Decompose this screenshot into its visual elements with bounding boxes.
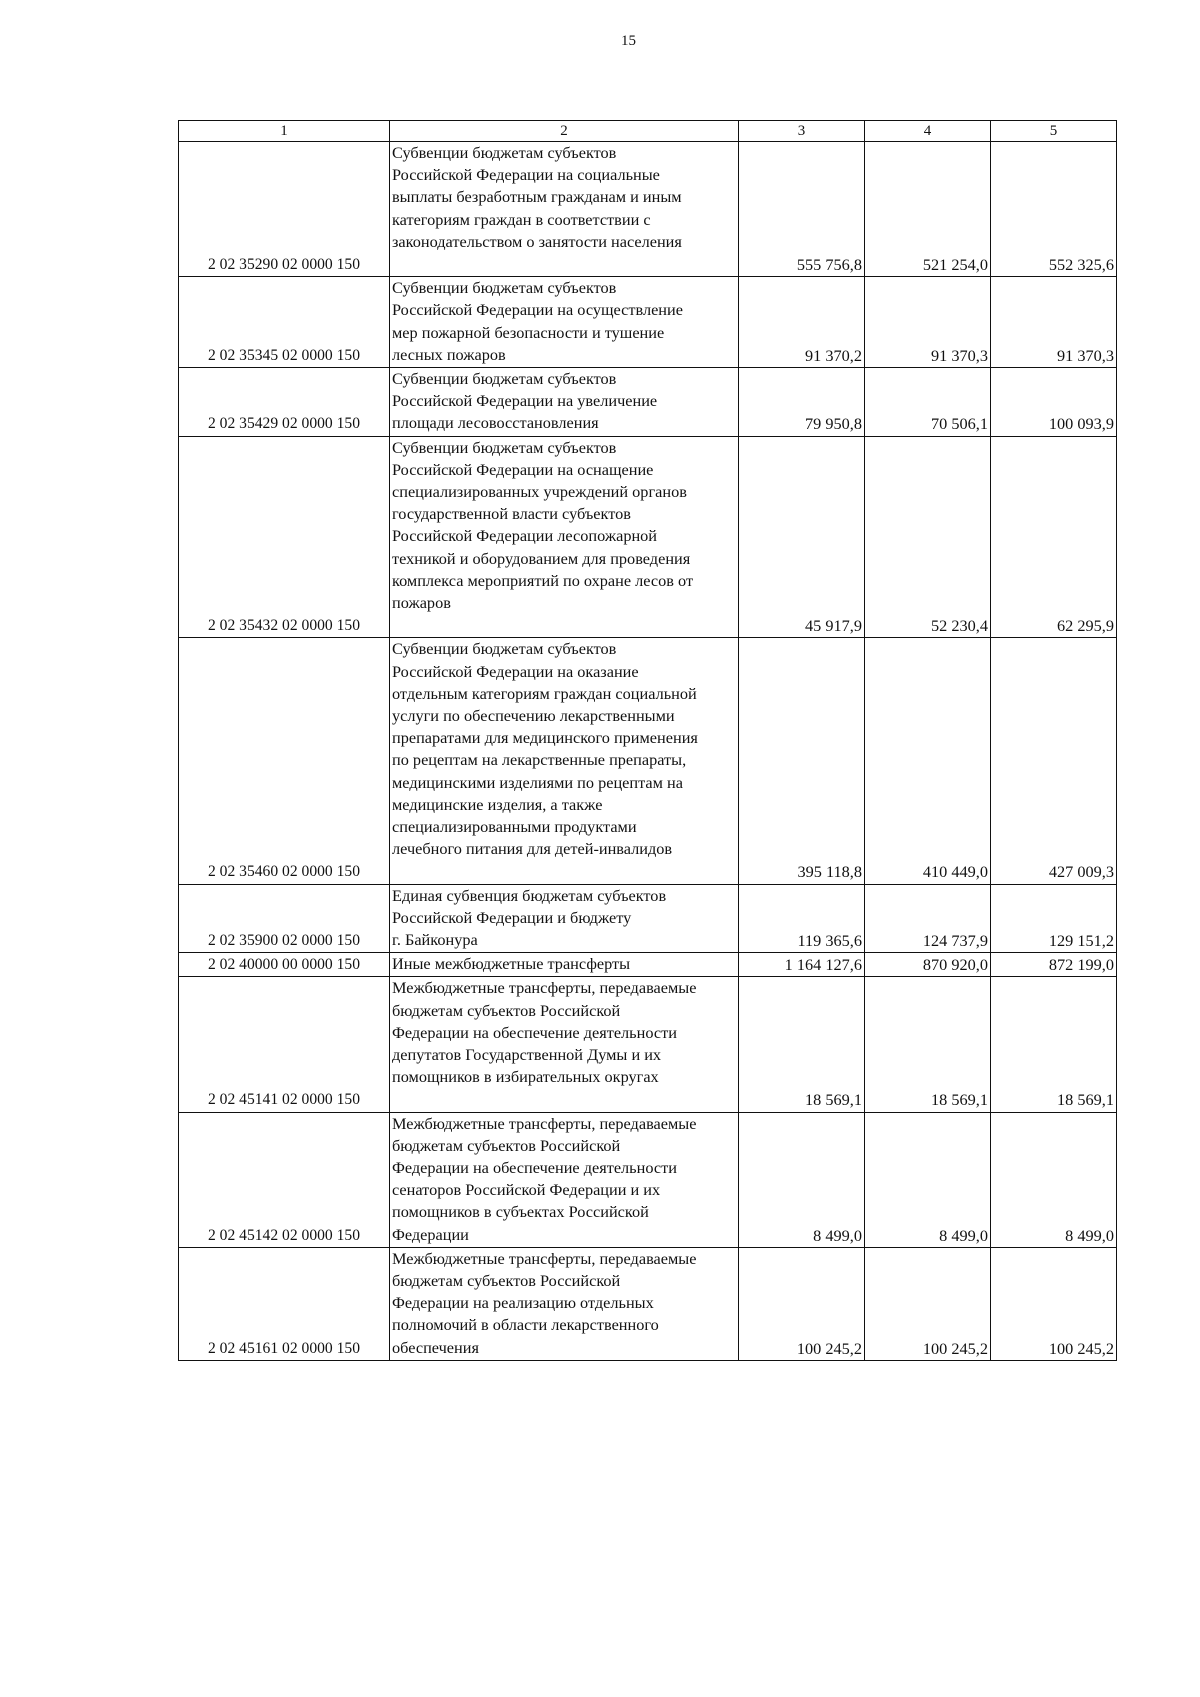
amount-col3-cell: 395 118,8 xyxy=(739,638,865,884)
budget-code-cell: 2 02 40000 00 0000 150 xyxy=(179,953,390,977)
budget-code-cell: 2 02 35460 02 0000 150 xyxy=(179,638,390,884)
description-cell: Межбюджетные трансферты, передаваемые бюджетам субъектов Российской Федерации на обеспечение деятельности депутатов Государственной Думы и их помощников в избирательных округах xyxy=(390,977,739,1112)
amount-col3-cell: 18 569,1 xyxy=(739,977,865,1112)
table-row xyxy=(179,367,1117,436)
amount-col3-cell: 100 245,2 xyxy=(739,1247,865,1360)
amount-col4-cell: 8 499,0 xyxy=(865,1112,991,1247)
amount-col4-cell: 70 506,1 xyxy=(865,367,991,436)
description-cell: Субвенции бюджетам субъектов Российской Федерации на оснащение специализированных учреждений органов государственной власти субъектов Российской Федерации лесопожарной техникой и оборудованием для проведения комплекса мероприятий по охране лесов от пожаров xyxy=(390,436,739,638)
budget-code-cell: 2 02 35900 02 0000 150 xyxy=(179,884,390,953)
table-body xyxy=(179,142,1117,1361)
amount-col4-cell: 521 254,0 xyxy=(865,142,991,277)
amount-col5-cell: 18 569,1 xyxy=(991,977,1117,1112)
description-cell: Субвенции бюджетам субъектов Российской Федерации на увеличение площади лесовосстановления xyxy=(390,367,739,436)
column-header-2: 2 xyxy=(390,121,739,142)
amount-col5-cell: 91 370,3 xyxy=(991,277,1117,368)
description-cell: Субвенции бюджетам субъектов Российской Федерации на оказание отдельным категориям граждан социальной услуги по обеспечению лекарственными препаратами для медицинского применения по рецептам на лекарственные препараты, медицинскими изделиями по рецептам на медицинские изделия, а также специализированными продуктами лечебного питания для детей-инвалидов xyxy=(390,638,739,884)
amount-col4-cell: 91 370,3 xyxy=(865,277,991,368)
amount-col3-cell: 91 370,2 xyxy=(739,277,865,368)
table-row xyxy=(179,1112,1117,1247)
table-row xyxy=(179,977,1117,1112)
header-row xyxy=(179,121,1117,142)
column-header-4: 4 xyxy=(865,121,991,142)
amount-col4-cell: 100 245,2 xyxy=(865,1247,991,1360)
amount-col3-cell: 45 917,9 xyxy=(739,436,865,638)
budget-code-cell: 2 02 45161 02 0000 150 xyxy=(179,1247,390,1360)
column-header-3: 3 xyxy=(739,121,865,142)
description-cell: Субвенции бюджетам субъектов Российской Федерации на социальные выплаты безработным гражданам и иным категориям граждан в соответствии с законодательством о занятости населения xyxy=(390,142,739,277)
description-cell: Иные межбюджетные трансферты xyxy=(390,953,739,977)
description-cell: Межбюджетные трансферты, передаваемые бюджетам субъектов Российской Федерации на обеспечение деятельности сенаторов Российской Федерации и их помощников в субъектах Российской Федерации xyxy=(390,1112,739,1247)
budget-code-cell: 2 02 35290 02 0000 150 xyxy=(179,142,390,277)
table-row xyxy=(179,884,1117,953)
budget-table xyxy=(178,120,1117,1361)
amount-col4-cell: 52 230,4 xyxy=(865,436,991,638)
table-row xyxy=(179,1247,1117,1360)
amount-col3-cell: 1 164 127,6 xyxy=(739,953,865,977)
amount-col5-cell: 129 151,2 xyxy=(991,884,1117,953)
amount-col3-cell: 8 499,0 xyxy=(739,1112,865,1247)
column-header-1: 1 xyxy=(179,121,390,142)
description-cell: Субвенции бюджетам субъектов Российской Федерации на осуществление мер пожарной безопасности и тушение лесных пожаров xyxy=(390,277,739,368)
amount-col4-cell: 410 449,0 xyxy=(865,638,991,884)
table-row xyxy=(179,277,1117,368)
amount-col4-cell: 124 737,9 xyxy=(865,884,991,953)
table-row xyxy=(179,142,1117,277)
table-header xyxy=(179,121,1117,142)
amount-col4-cell: 870 920,0 xyxy=(865,953,991,977)
budget-code-cell: 2 02 35429 02 0000 150 xyxy=(179,367,390,436)
amount-col5-cell: 100 093,9 xyxy=(991,367,1117,436)
amount-col4-cell: 18 569,1 xyxy=(865,977,991,1112)
amount-col5-cell: 872 199,0 xyxy=(991,953,1117,977)
description-cell: Межбюджетные трансферты, передаваемые бюджетам субъектов Российской Федерации на реализацию отдельных полномочий в области лекарственного обеспечения xyxy=(390,1247,739,1360)
amount-col5-cell: 552 325,6 xyxy=(991,142,1117,277)
amount-col5-cell: 8 499,0 xyxy=(991,1112,1117,1247)
amount-col3-cell: 555 756,8 xyxy=(739,142,865,277)
amount-col3-cell: 119 365,6 xyxy=(739,884,865,953)
table-row xyxy=(179,953,1117,977)
budget-code-cell: 2 02 45142 02 0000 150 xyxy=(179,1112,390,1247)
column-header-5: 5 xyxy=(991,121,1117,142)
table-row xyxy=(179,436,1117,638)
table-row xyxy=(179,638,1117,884)
amount-col5-cell: 427 009,3 xyxy=(991,638,1117,884)
budget-code-cell: 2 02 35432 02 0000 150 xyxy=(179,436,390,638)
budget-code-cell: 2 02 45141 02 0000 150 xyxy=(179,977,390,1112)
amount-col3-cell: 79 950,8 xyxy=(739,367,865,436)
budget-code-cell: 2 02 35345 02 0000 150 xyxy=(179,277,390,368)
amount-col5-cell: 100 245,2 xyxy=(991,1247,1117,1360)
page-number: 15 xyxy=(621,33,636,49)
description-cell: Единая субвенция бюджетам субъектов Российской Федерации и бюджету г. Байконура xyxy=(390,884,739,953)
amount-col5-cell: 62 295,9 xyxy=(991,436,1117,638)
